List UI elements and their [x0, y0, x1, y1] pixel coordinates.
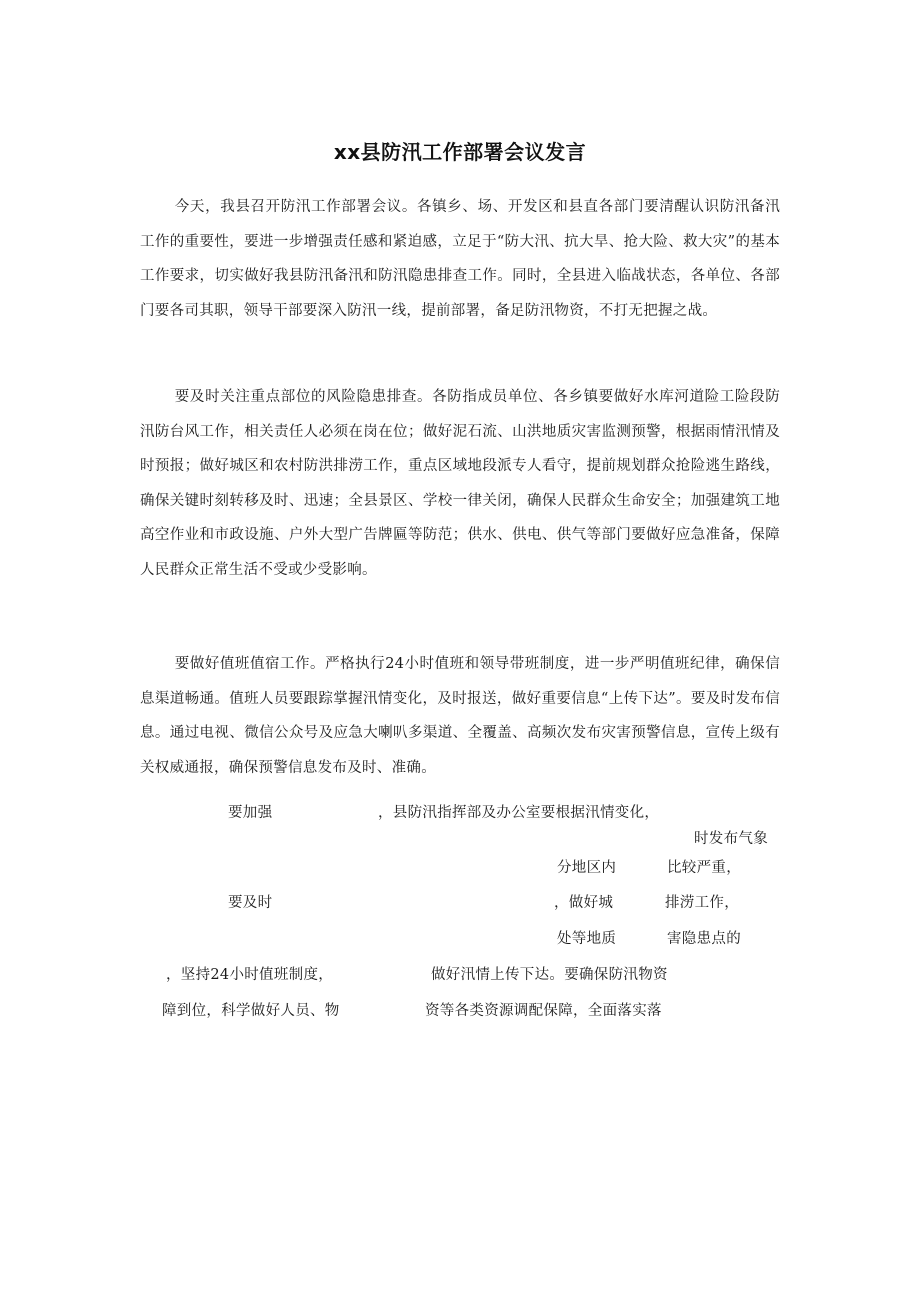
- fragment-text: ，做好城: [554, 895, 614, 911]
- fragment-text: 要加强: [228, 805, 273, 821]
- fragment-text: 害隐患点的: [667, 931, 741, 947]
- fragment-text: ，县防汛指挥部及办公室要根据汛情变化，: [378, 805, 660, 821]
- fragment-text: 比较严重，: [667, 860, 741, 876]
- fragment-text: 排涝工作，: [665, 895, 739, 911]
- paragraph-1: 今天，我县召开防汛工作部署会议。各镇乡、场、开发区和县直各部门要清醒认识防汛备汛工作的重要性，要进一步增强责任感和紧迫感，立足于“防大汛、抗大旱、抢大险、救大灾”的基本工作要求，切实做好我县防汛备汛和防汛隐患排查工作。同时，全县进入临战状态，各单位、各部门要各司其职，领导干部要深入防汛一线，提前部署，备足防汛物资，不打无把握之战。: [140, 199, 780, 319]
- fragment-text: 分地区内: [557, 860, 617, 876]
- fragment-text: 要及时: [228, 895, 273, 911]
- fragment-text: 资等各类资源调配保障，全面落实落: [425, 1003, 662, 1019]
- fragment-text: 时发布气象: [694, 831, 768, 847]
- fragment-text: 障到位，科学做好人员、物: [162, 1003, 340, 1019]
- paragraph-2: 要及时关注重点部位的风险隐患排查。各防指成员单位、各乡镇要做好水库河道险工险段防汛防台风工作，相关责任人必须在岗在位；做好泥石流、山洪地质灾害监测预警，根据雨情汛情及时预报；做好城区和农村防洪排涝工作，重点区域地段派专人看守，提前规划群众抢险逃生路线，确保关键时刻转移及时、迅速；全县景区、学校一律关闭，确保人民群众生命安全；加强建筑工地高空作业和市政设施、户外大型广告牌匾等防范；供水、供电、供气等部门要做好应急准备，保障人民群众正常生活不受或少受影响。: [140, 389, 780, 578]
- document-title: xx县防汛工作部署会议发言: [333, 140, 587, 164]
- fragment-text: ，坚持24小时值班制度，: [166, 967, 334, 983]
- paragraph-3: 要做好值班值宿工作。严格执行24小时值班和领导带班制度，进一步严明值班纪律，确保信息渠道畅通。值班人员要跟踪掌握汛情变化，及时报送，做好重要信息“上传下达”。要及时发布信息。通过电视、微信公众号及应急大喇叭多渠道、全覆盖、高频次发布灾害预警信息，宣传上级有关权威通报，确保预警信息发布及时、准确。: [140, 656, 780, 776]
- fragment-text: 做好汛情上传下达。要确保防汛物资: [431, 967, 668, 983]
- fragment-text: 处等地质: [557, 931, 617, 947]
